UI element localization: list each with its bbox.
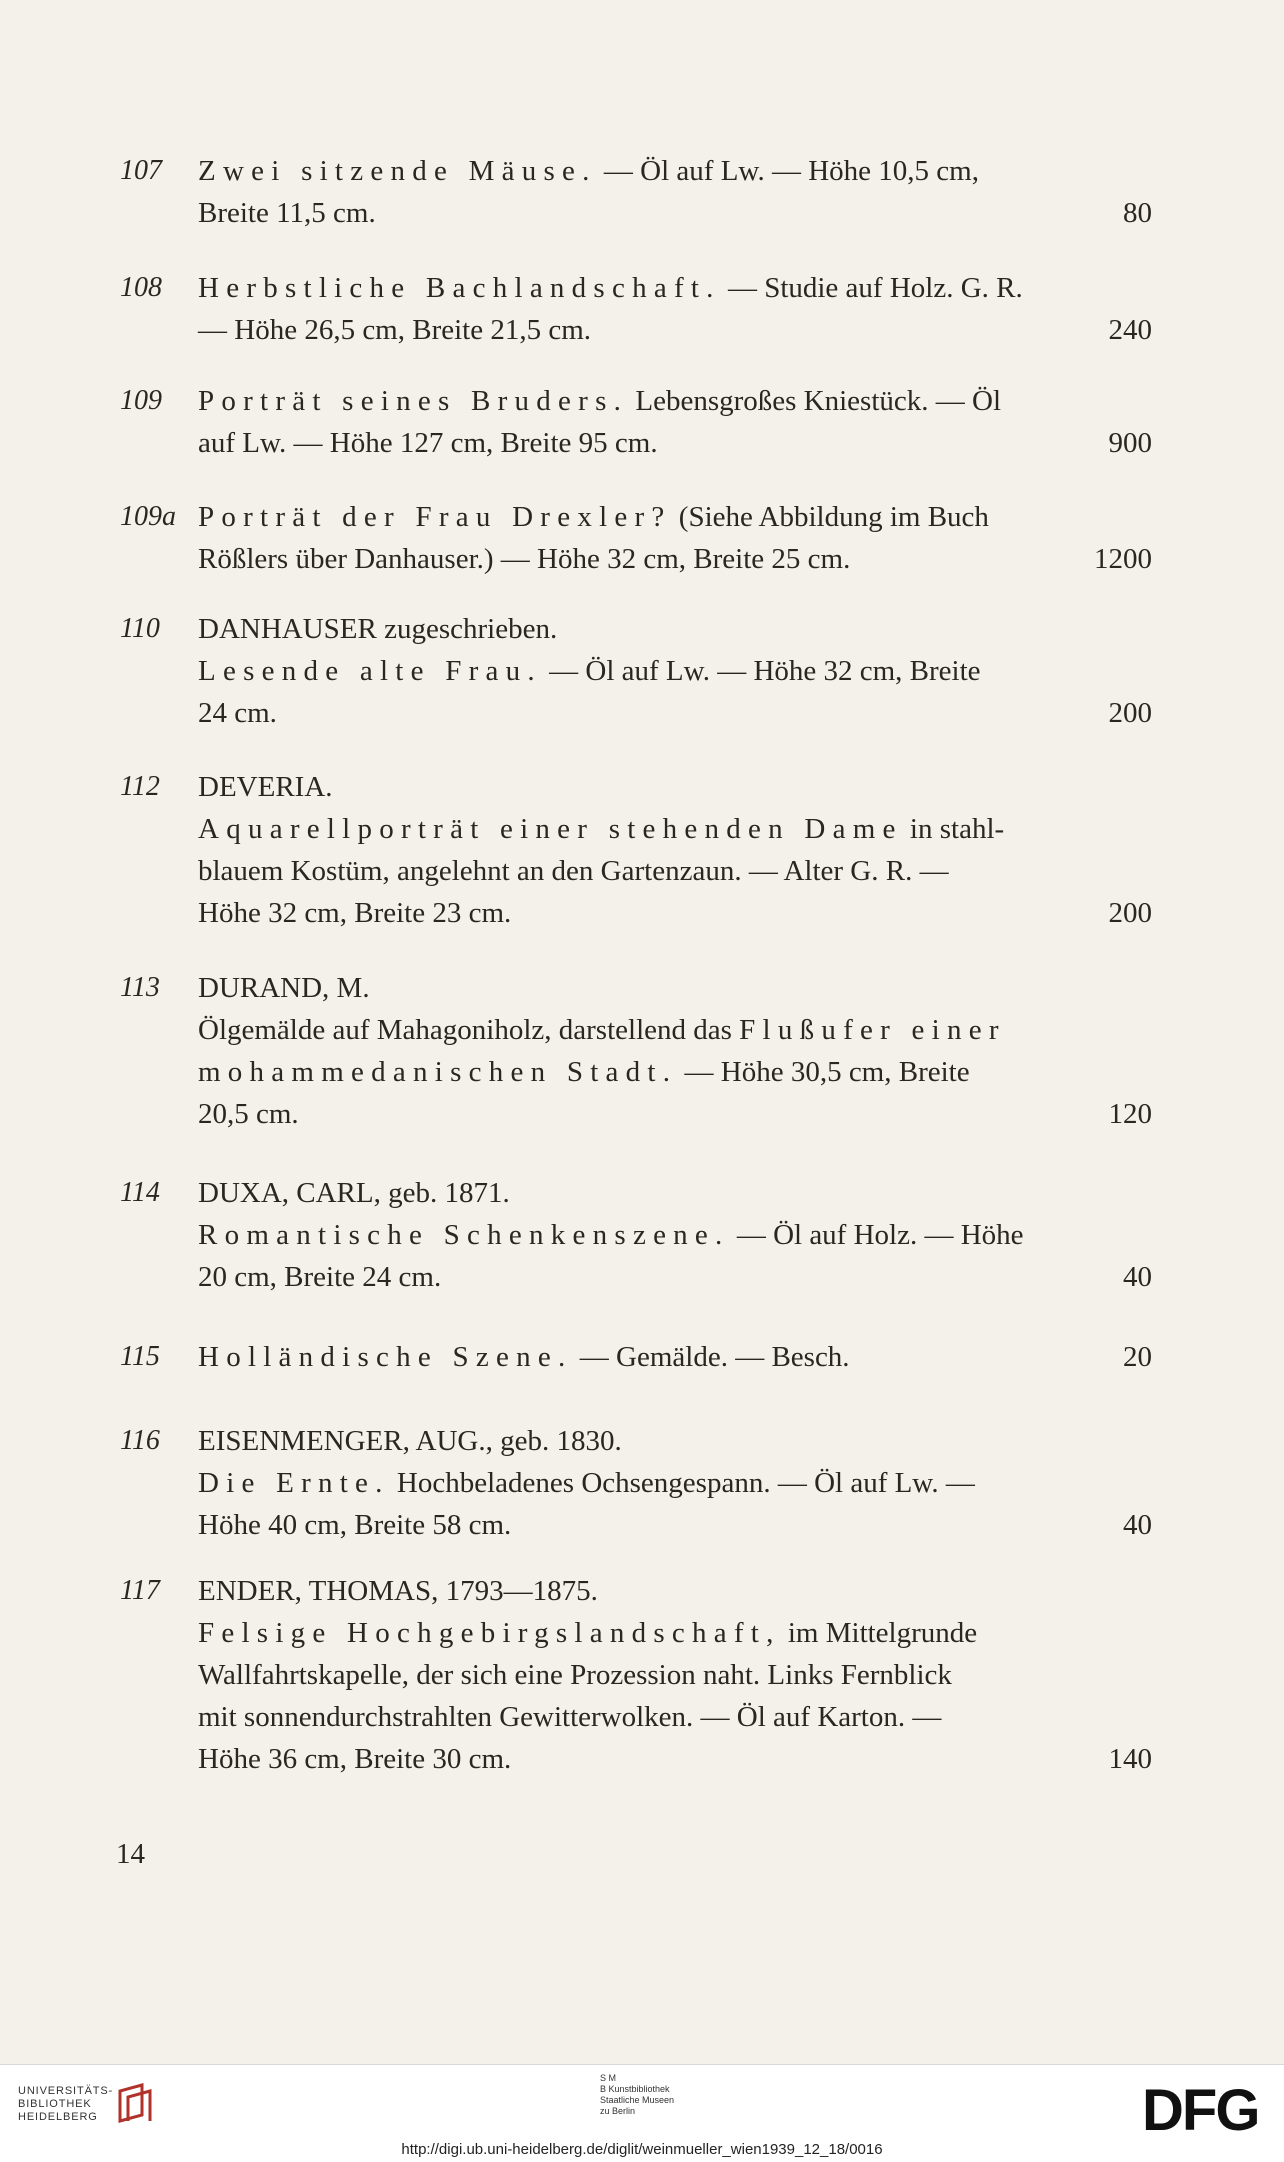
sm-kunstbibliothek-label: S M B Kunstbibliothek Staatliche Museen zu Berlin: [600, 2073, 675, 2116]
line-body: [198, 1696, 941, 1738]
entry-line: [198, 1214, 1152, 1256]
entry-line: [198, 1570, 1152, 1612]
line-body: [198, 1612, 977, 1654]
line-text: Breite 11,5 cm.: [198, 197, 376, 229]
price: 900: [1108, 427, 1152, 459]
dfg-logo: DFG: [1142, 2078, 1259, 2143]
entry-text: [198, 1570, 1152, 1780]
price: 200: [1108, 897, 1152, 929]
line-text: DEVERIA.: [198, 771, 333, 803]
entry-line: [198, 1009, 1152, 1051]
line-body: [198, 808, 1004, 850]
line-body: [198, 380, 1001, 422]
spaced-title: mohammedanischen Stadt.: [198, 1056, 678, 1088]
entry-line: [198, 1420, 1152, 1462]
entry-line: [198, 380, 1152, 422]
line-body: [198, 850, 949, 892]
line-text: 20,5 cm.: [198, 1098, 299, 1130]
entry-text: [198, 967, 1152, 1135]
price: 200: [1108, 697, 1152, 729]
entry-line: [198, 496, 1152, 538]
lot-number: 110: [120, 613, 160, 644]
entry-line: [198, 766, 1152, 808]
entry-line: [198, 1738, 1152, 1780]
line-text: Höhe 40 cm, Breite 58 cm.: [198, 1509, 512, 1541]
entry-line: [198, 1696, 1152, 1738]
entry-line: [198, 1612, 1152, 1654]
line-body: [198, 538, 850, 580]
line-text: Höhe 36 cm, Breite 30 cm.: [198, 1743, 512, 1775]
line-body: [198, 1256, 441, 1298]
spaced-title: Holländische Szene.: [198, 1341, 573, 1373]
university-library-label: UNIVERSITÄTS- BIBLIOTHEK HEIDELBERG: [18, 2085, 114, 2123]
line-rest: (Siehe Abbildung im Buch: [671, 501, 989, 533]
spaced-title: Herbstliche Bachlandschaft.: [198, 272, 721, 304]
line-rest: — Höhe 30,5 cm, Breite: [677, 1056, 970, 1088]
line-body: [198, 892, 511, 934]
line-text: blauem Kostüm, angelehnt an den Gartenzaun. — Alter G. R. —: [198, 855, 949, 887]
entry-line: [198, 267, 1152, 309]
spaced-title: Aquarellporträt einer stehenden Dame: [198, 813, 903, 845]
line-rest: Hochbeladenes Ochsengespann. — Öl auf Lw. —: [389, 1467, 975, 1499]
price: 140: [1108, 1743, 1152, 1775]
entry-text: [198, 150, 1152, 234]
entry-line: [198, 808, 1152, 850]
lot-number: 114: [120, 1177, 160, 1208]
line-text: 20 cm, Breite 24 cm.: [198, 1261, 442, 1293]
line-body: [198, 1738, 511, 1780]
lot-number: 108: [120, 272, 162, 303]
line-body: [198, 1009, 1006, 1051]
line-body: [198, 692, 277, 734]
line-body: [198, 267, 1023, 309]
line-body: [198, 766, 333, 808]
price: 40: [1123, 1509, 1152, 1541]
line-text: — Höhe 26,5 cm, Breite 21,5 cm.: [198, 314, 592, 346]
line-text: auf Lw. — Höhe 127 cm, Breite 95 cm.: [198, 427, 658, 459]
line-body: [198, 650, 981, 692]
source-url-link[interactable]: http://digi.ub.uni-heidelberg.de/diglit/weinmueller_wien1939_12_18/0016: [401, 2141, 883, 2158]
lot-number: 112: [120, 771, 160, 802]
line-text: EISENMENGER, AUG., geb. 1830.: [198, 1425, 622, 1457]
line-body: [198, 1570, 598, 1612]
entry-line: [198, 538, 1152, 580]
entry-text: [198, 1172, 1152, 1298]
entry-line: [198, 1051, 1152, 1093]
price: 240: [1108, 314, 1152, 346]
price: 80: [1123, 197, 1152, 229]
lot-number: 107: [120, 155, 162, 186]
lot-number: 116: [120, 1425, 160, 1456]
line-body: [198, 1504, 511, 1546]
spaced-title: Romantische Schenkenszene.: [198, 1219, 730, 1251]
spaced-title: Lesende alte Frau.: [198, 655, 542, 687]
line-body: [198, 1214, 1024, 1256]
entry-text: [198, 380, 1152, 464]
line-body: [198, 1172, 510, 1214]
line-text: DUXA, CARL, geb. 1871.: [198, 1177, 510, 1209]
line-text: DURAND, M.: [198, 972, 370, 1004]
line-text: Rößlers über Danhauser.) — Höhe 32 cm, Breite 25 cm.: [198, 543, 851, 575]
entry-line: [198, 1336, 1152, 1378]
entry-text: [198, 267, 1152, 351]
line-text: Ölgemälde auf Mahagoniholz, darstellend das: [198, 1014, 740, 1046]
line-body: [198, 967, 370, 1009]
entry-line: [198, 608, 1152, 650]
line-text: DANHAUSER zugeschrieben.: [198, 613, 558, 645]
line-body: [198, 496, 989, 538]
footer-bar: [0, 2064, 1284, 2162]
entry-line: [198, 150, 1152, 192]
line-rest: — Öl auf Lw. — Höhe 32 cm, Breite: [541, 655, 981, 687]
lot-number: 115: [120, 1341, 160, 1372]
entry-line: [198, 650, 1152, 692]
line-text: mit sonnendurchstrahlten Gewitterwolken. — Öl auf Karton. —: [198, 1701, 942, 1733]
entry-text: [198, 608, 1152, 734]
line-body: [198, 150, 979, 192]
price: 1200: [1094, 543, 1152, 575]
entry-line: [198, 850, 1152, 892]
line-rest: im Mittelgrunde: [780, 1617, 978, 1649]
lot-number: 113: [120, 972, 160, 1003]
entry-line: [198, 692, 1152, 734]
spaced-title: Flußufer einer: [739, 1014, 1006, 1046]
spaced-title: Porträt der Frau Drexler?: [198, 501, 672, 533]
line-body: [198, 1420, 622, 1462]
line-body: [198, 1654, 952, 1696]
line-rest: in stahl-: [902, 813, 1005, 845]
spaced-title: Zwei sitzende Mäuse.: [198, 155, 597, 187]
entry-line: [198, 1462, 1152, 1504]
line-body: [198, 422, 658, 464]
line-body: [198, 608, 557, 650]
line-body: [198, 192, 376, 234]
entry-text: [198, 1420, 1152, 1546]
line-body: [198, 1336, 850, 1378]
lot-number: 109: [120, 385, 162, 416]
spaced-title: Felsige Hochgebirgslandschaft,: [198, 1617, 781, 1649]
price: 20: [1123, 1341, 1152, 1373]
spaced-title: Porträt seines Bruders.: [198, 385, 629, 417]
entry-text: [198, 766, 1152, 934]
line-body: [198, 309, 591, 351]
lot-number: 109a: [120, 501, 176, 532]
line-text: Höhe 32 cm, Breite 23 cm.: [198, 897, 512, 929]
entry-line: [198, 422, 1152, 464]
line-rest: Lebensgroßes Kniestück. — Öl: [628, 385, 1002, 417]
entry-text: [198, 496, 1152, 580]
line-text: 24 cm.: [198, 697, 277, 729]
lot-number: 117: [120, 1575, 160, 1606]
entry-line: [198, 1654, 1152, 1696]
line-text: ENDER, THOMAS, 1793—1875.: [198, 1575, 598, 1607]
entry-line: [198, 1093, 1152, 1135]
entry-line: [198, 1504, 1152, 1546]
entry-line: [198, 1172, 1152, 1214]
entry-line: [198, 1256, 1152, 1298]
line-rest: — Gemälde. — Besch.: [572, 1341, 850, 1373]
price: 40: [1123, 1261, 1152, 1293]
university-logo-icon: [112, 2081, 158, 2127]
line-body: [198, 1462, 975, 1504]
line-rest: — Studie auf Holz. G. R.: [720, 272, 1023, 304]
line-rest: — Öl auf Holz. — Höhe: [729, 1219, 1024, 1251]
price: 120: [1108, 1098, 1152, 1130]
spaced-title: Die Ernte.: [198, 1467, 390, 1499]
entry-line: [198, 892, 1152, 934]
line-body: [198, 1051, 970, 1093]
line-body: [198, 1093, 299, 1135]
line-rest: — Öl auf Lw. — Höhe 10,5 cm,: [596, 155, 979, 187]
line-text: Wallfahrtskapelle, der sich eine Prozession naht. Links Fernblick: [198, 1659, 952, 1691]
entry-line: [198, 309, 1152, 351]
entry-line: [198, 192, 1152, 234]
entry-line: [198, 967, 1152, 1009]
entry-text: [198, 1336, 1152, 1378]
page-number: 14: [116, 1838, 145, 1870]
